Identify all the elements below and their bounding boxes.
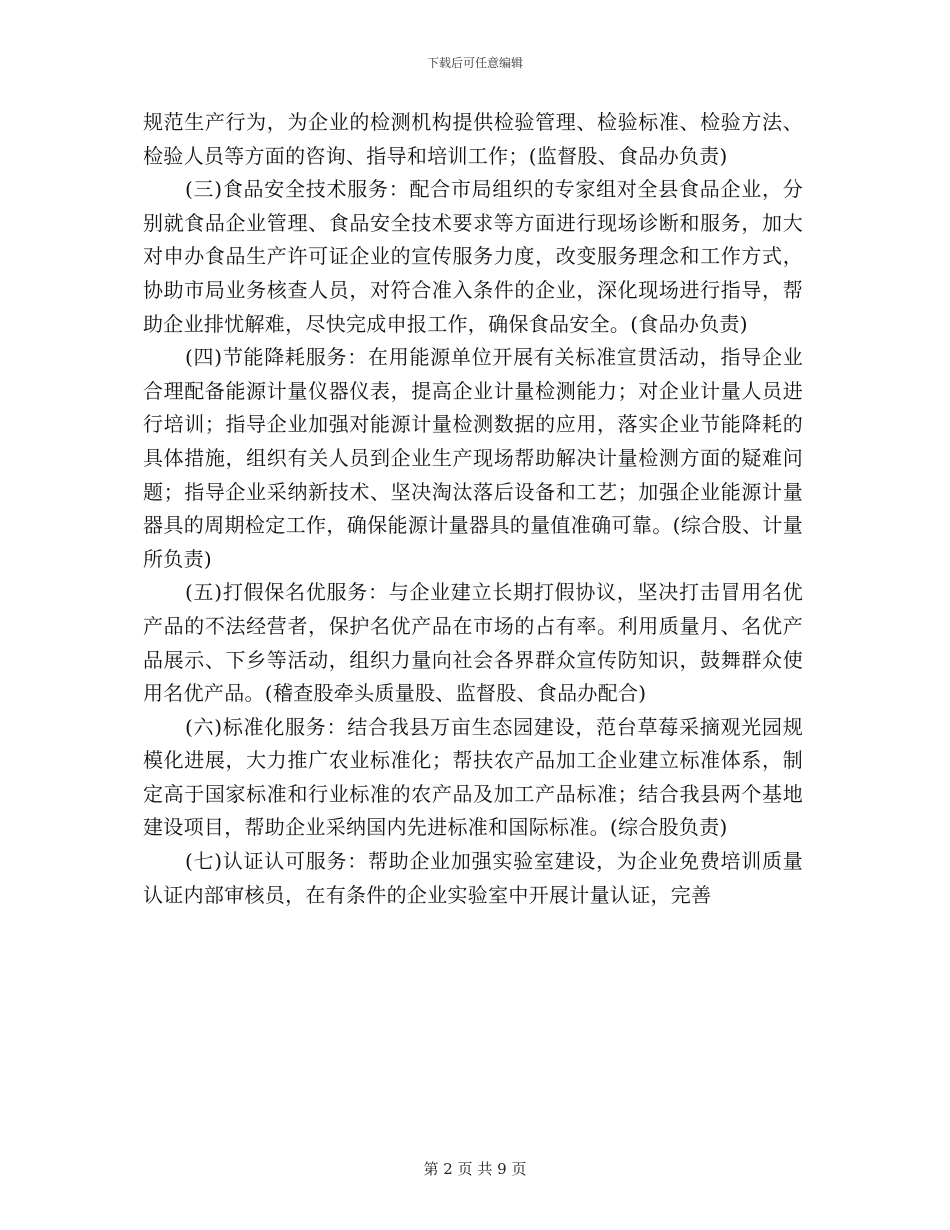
page-number-footer: 第 2 页 共 9 页 [423, 1160, 527, 1178]
paragraph-food-safety-service: (三)食品安全技术服务：配合市局组织的专家组对全县食品企业，分别就食品企业管理、食品安全技术要求等方面进行现场诊断和服务，加大对申办食品生产许可证企业的宣传服务力度，改变服务理念和工作方式，协助市局业务核查人员，对符合准入条件的企业，深化现场进行指导，帮助企业排忧解难，尽快完成申报工作，确保食品安全。(食品办负责) [143, 177, 803, 336]
paragraph-energy-saving-service: (四)节能降耗服务：在用能源单位开展有关标准宣贯活动，指导企业合理配备能源计量仪器仪表，提高企业计量检测能力；对企业计量人员进行培训；指导企业加强对能源计量检测数据的应用，落实企业节能降耗的具体措施，组织有关人员到企业生产现场帮助解决计量检测方面的疑难问题；指导企业采纳新技术、坚决淘汰落后设备和工艺；加强企业能源计量器具的周期检定工作，确保能源计量器具的量值准确可靠。(综合股、计量所负责) [143, 345, 803, 571]
document-body [143, 106, 803, 912]
paragraph-anti-counterfeit-service: (五)打假保名优服务：与企业建立长期打假协议，坚决打击冒用名优产品的不法经营者，保护名优产品在市场的占有率。利用质量月、名优产品展示、下乡等活动，组织力量向社会各界群众宣传防知识，鼓舞群众使用名优产品。(稽查股牵头质量股、监督股、食品办配合) [143, 580, 803, 706]
paragraph-standardization-service: (六)标准化服务：结合我县万亩生态园建设，范台草莓采摘观光园规模化进展，大力推广农业标准化；帮扶农产品加工企业建立标准体系，制定高于国家标准和行业标准的农产品及加工产品标准；结合我县两个基地建设项目，帮助企业采纳国内先进标准和国际标准。(综合股负责) [143, 714, 803, 840]
paragraph-certification-service: (七)认证认可服务：帮助企业加强实验室建设，为企业免费培训质量认证内部审核员，在有条件的企业实验室中开展计量认证，完善 [143, 849, 803, 907]
paragraph-continuation: 规范生产行为，为企业的检测机构提供检验管理、检验标准、检验方法、检验人员等方面的咨询、指导和培训工作；(监督股、食品办负责) [143, 110, 803, 168]
page-header-note: 下载后可任意编辑 [426, 56, 523, 70]
